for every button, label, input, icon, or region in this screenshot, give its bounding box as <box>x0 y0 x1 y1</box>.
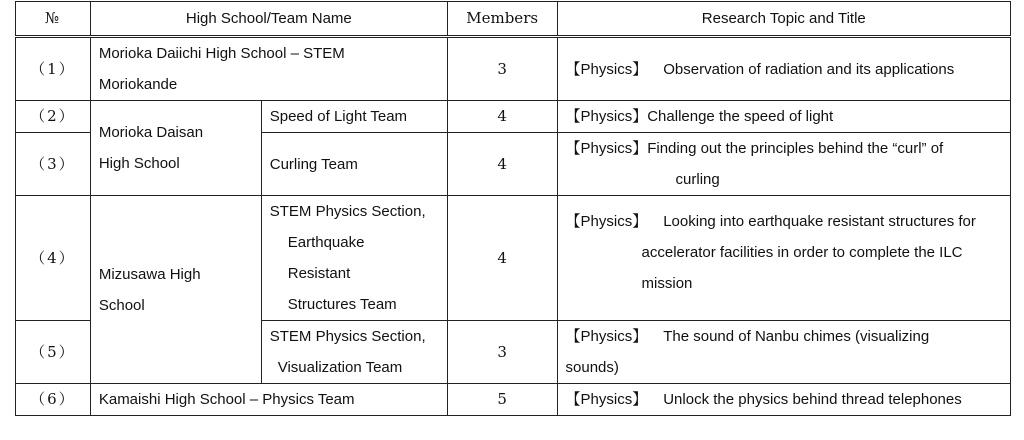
topic-cell <box>557 196 1010 321</box>
topic-category: 【Physics】 <box>565 140 648 157</box>
team-name-cont: Visualization Team <box>277 359 403 376</box>
topic-category: 【Physics】 <box>565 108 648 125</box>
topic-cell <box>557 384 1010 416</box>
school-name-cont: Moriokande <box>98 76 178 93</box>
school-name-cell <box>90 101 261 196</box>
topic-cell <box>557 37 1010 101</box>
members-count: 4 <box>447 133 557 196</box>
table-row <box>16 101 1011 133</box>
school-name: Morioka Daiichi High School – STEM <box>98 45 345 62</box>
topic-category: 【Physics】 <box>565 60 648 78</box>
school-name-cell <box>90 196 261 384</box>
team-name: Curling Team <box>261 133 447 196</box>
topic-title: Challenge the speed of light <box>647 108 834 125</box>
team-name-cont: Resistant <box>287 265 351 282</box>
team-name: Speed of Light Team <box>261 101 447 133</box>
school-name-cont: School <box>98 296 145 314</box>
topic-title: Observation of radiation and its applications <box>663 60 955 78</box>
topic-title: The sound of Nanbu chimes (visualizing <box>663 328 930 345</box>
header-members: Members <box>447 2 557 37</box>
topic-title-cont: curling <box>675 171 720 188</box>
table-row <box>16 37 1011 101</box>
topic-category: 【Physics】 <box>565 391 648 408</box>
members-count: 4 <box>447 101 557 133</box>
row-number: （1） <box>16 37 91 101</box>
school-name-cell <box>90 37 447 101</box>
topic-category: 【Physics】 <box>565 328 648 345</box>
topic-title: Looking into earthquake resistant structures for <box>663 213 976 230</box>
row-number: （5） <box>16 321 91 384</box>
row-number: （2） <box>16 101 91 133</box>
header-name: High School/Team Name <box>90 2 447 37</box>
table-row <box>16 196 1011 321</box>
topic-title: Finding out the principles behind the “curl” of <box>647 140 944 157</box>
school-name: Kamaishi High School – Physics Team <box>90 384 447 416</box>
topic-category: 【Physics】 <box>565 213 648 230</box>
topic-title-cont: mission <box>641 275 693 292</box>
topic-title-cont: accelerator facilities in order to complete the ILC <box>641 244 963 261</box>
row-number: （6） <box>16 384 91 416</box>
members-count: 3 <box>447 321 557 384</box>
topic-cell <box>557 321 1010 384</box>
topic-cell <box>557 133 1010 196</box>
row-number: （3） <box>16 133 91 196</box>
header-topic: Research Topic and Title <box>557 2 1010 37</box>
team-name-cont: Structures Team <box>287 296 397 313</box>
school-name-cont: High School <box>98 155 180 172</box>
team-name-cell <box>261 196 447 321</box>
team-name: STEM Physics Section, <box>269 328 426 345</box>
team-name-cont: Earthquake <box>287 234 365 251</box>
table-row <box>16 384 1011 416</box>
topic-title-cont: sounds) <box>565 359 619 376</box>
members-count: 4 <box>447 196 557 321</box>
row-number: （4） <box>16 196 91 321</box>
team-name: STEM Physics Section, <box>269 203 426 220</box>
header-no: № <box>16 2 91 37</box>
school-name: Morioka Daisan <box>98 124 204 141</box>
members-count: 3 <box>447 37 557 101</box>
school-name: Mizusawa High <box>98 265 201 283</box>
members-count: 5 <box>447 384 557 416</box>
research-teams-table <box>15 1 1011 416</box>
header-row <box>16 2 1011 37</box>
topic-title: Unlock the physics behind thread telephones <box>663 391 962 408</box>
topic-cell <box>557 101 1010 133</box>
team-name-cell <box>261 321 447 384</box>
